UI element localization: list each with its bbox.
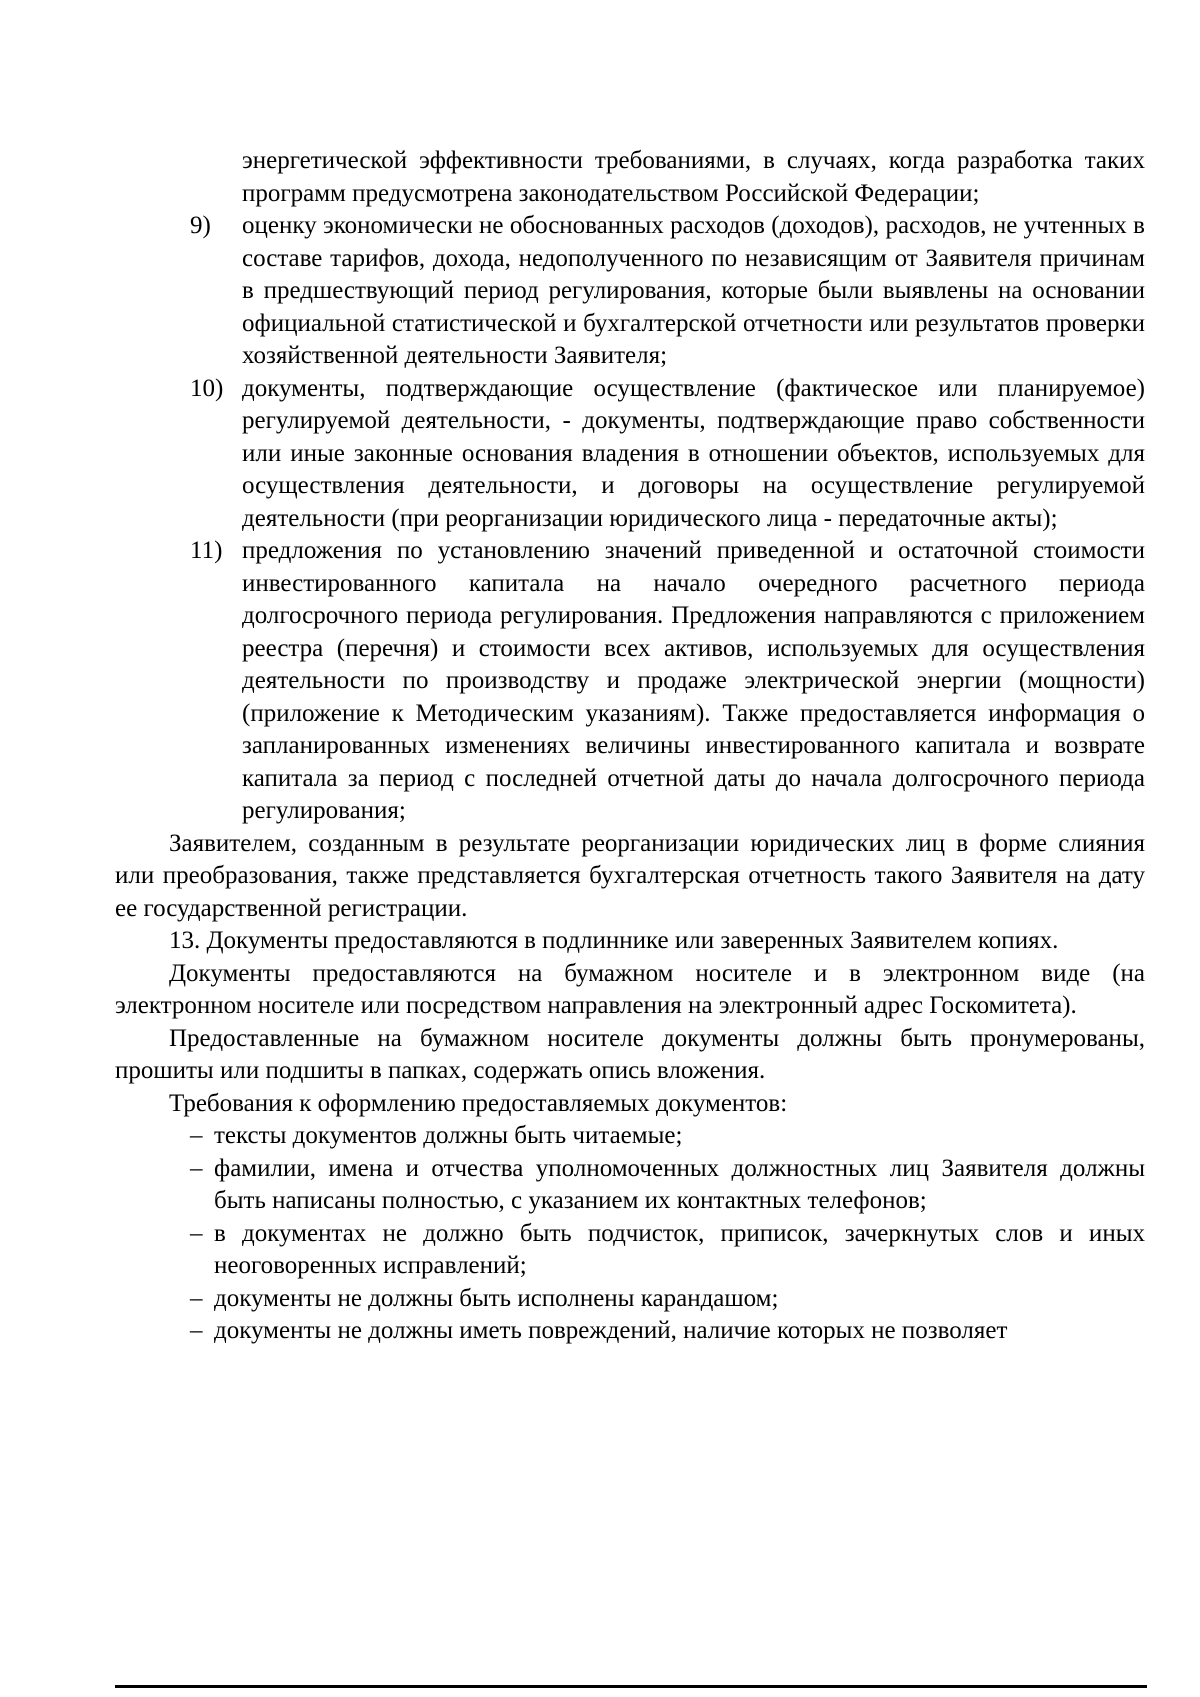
list-item-number: 11) xyxy=(190,537,223,564)
list-item-10 xyxy=(115,373,1145,536)
requirement-item xyxy=(115,1153,1145,1218)
footer-rule xyxy=(115,1685,1147,1688)
list-item-number: 9) xyxy=(190,212,211,239)
requirement-item xyxy=(115,1315,1145,1348)
requirement-text: в документах не должно быть подчисток, приписок, зачеркнутых слов и иных неоговоренных исправлений; xyxy=(214,1219,1145,1279)
dash-marker: – xyxy=(190,1122,203,1149)
list-item-continuation xyxy=(115,145,1145,210)
dash-marker: – xyxy=(190,1317,203,1344)
dash-marker: – xyxy=(190,1284,203,1312)
requirement-text: документы не должны иметь повреждений, наличие которых не позволяет xyxy=(214,1317,1008,1344)
requirement-item xyxy=(115,1120,1145,1153)
requirement-item xyxy=(115,1218,1145,1283)
list-item-text: оценку экономически не обоснованных расходов (доходов), расходов, не учтенных в составе тарифов, дохода, недополученного по независящим от Заявителя причинам в предшествующий период регулирования, которые были выявлены на основании официальной статистической и бухгалтерской отчетности или результатов проверки хозяйственной деятельности Заявителя; xyxy=(242,212,1145,369)
list-item-text: предложения по установлению значений приведенной и остаточной стоимости инвестированного капитала на начало очередного расчетного периода долгосрочного периода регулирования. Предложения направляются с приложением реестра (перечня) и стоимости всех активов, используемых для осуществления деятельности по производству и продаже электрической энергии (мощности) (приложение к Методическим указаниям). Также предоставляется информация о запланированных изменениях величины инвестированного капитала и возврате капитала за период с последней отчетной даты до начала долгосрочного периода регулирования; xyxy=(242,537,1145,824)
document-body xyxy=(115,145,1145,1348)
list-item-text: энергетической эффективности требованиями, в случаях, когда разработка таких программ предусмотрена законодательством Российской Федерации; xyxy=(242,147,1145,207)
dash-marker: – xyxy=(190,1154,203,1182)
requirement-text: фамилии, имена и отчества уполномоченных должностных лиц Заявителя должны быть написаны полностью, с указанием их контактных телефонов; xyxy=(214,1154,1145,1214)
requirement-item xyxy=(115,1283,1145,1316)
requirement-text: документы не должны быть исполнены карандашом; xyxy=(214,1284,779,1312)
list-item-number: 10) xyxy=(190,374,224,402)
paragraph-format: Документы предоставляются на бумажном носителе и в электронном виде (на электронном носителе или посредством направления на электронный адрес Госкомитета). xyxy=(115,959,1145,1019)
paragraph-reorganization: Заявителем, созданным в результате реорганизации юридических лиц в форме слияния или преобразования, также представляется бухгалтерская отчетность такого Заявителя на дату ее государственной регистрации. xyxy=(115,829,1145,922)
requirement-text: тексты документов должны быть читаемые; xyxy=(214,1122,683,1149)
list-item-11 xyxy=(115,535,1145,828)
paragraph-paper: Предоставленные на бумажном носителе документы должны быть пронумерованы, прошиты или подшиты в папках, содержать опись вложения. xyxy=(115,1024,1145,1084)
list-item-text: документы, подтверждающие осуществление (фактическое или планируемое) регулируемой деятельности, - документы, подтверждающие право собственности или иные законные основания владения в отношении объектов, используемых для осуществления деятельности, и договоры на осуществление регулируемой деятельности (при реорганизации юридического лица - передаточные акты); xyxy=(242,374,1145,532)
list-item-9 xyxy=(115,210,1145,373)
dash-marker: – xyxy=(190,1219,203,1247)
paragraph-13: 13. Документы предоставляются в подлиннике или заверенных Заявителем копиях. xyxy=(169,927,1059,954)
paragraph-requirements-heading: Требования к оформлению предоставляемых документов: xyxy=(169,1089,788,1117)
